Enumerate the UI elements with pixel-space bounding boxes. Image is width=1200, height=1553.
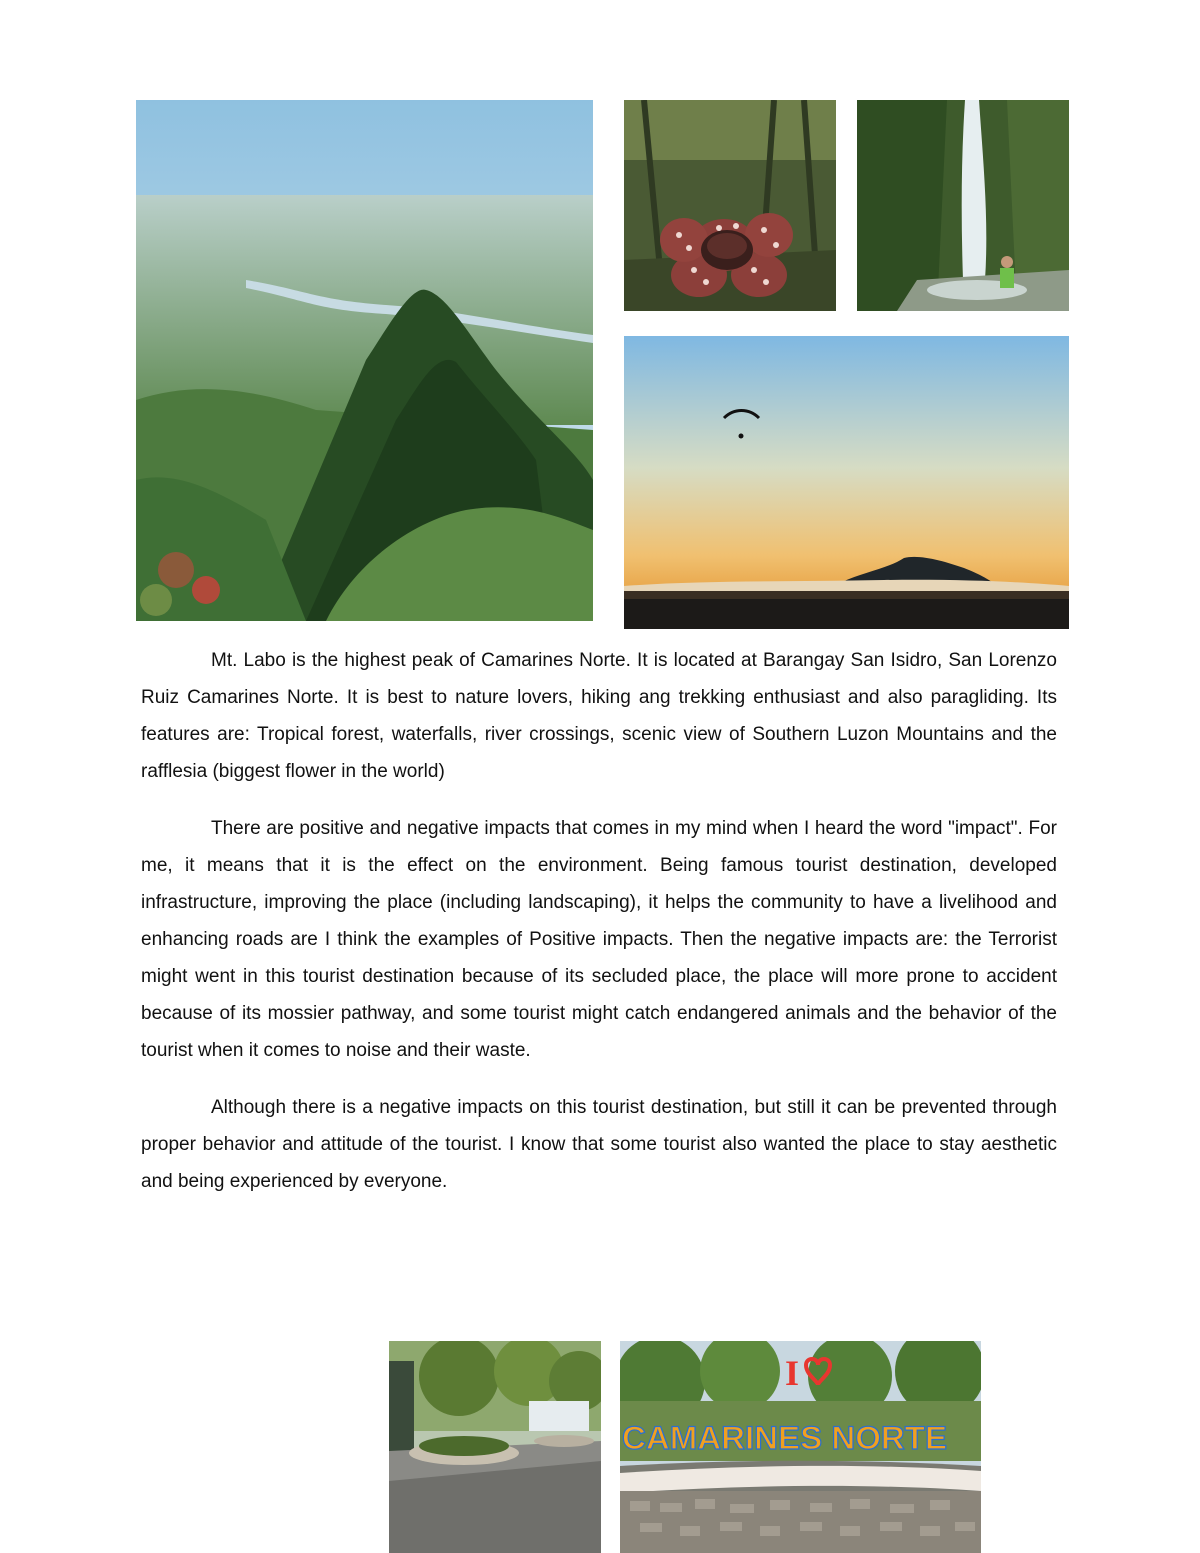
sign-i-letter: I [785, 1353, 800, 1393]
waterfall-image [857, 100, 1069, 311]
camarines-norte-sign-image [620, 1341, 981, 1553]
paragraph-conclusion: Although there is a negative impacts on this tourist destination, but still it can be prevented through proper behavior and attitude of the tourist. I know that some tourist also wanted the place to stay aesthetic and being experienced by everyone. [141, 1097, 1057, 1192]
rafflesia-image [624, 100, 836, 311]
park-image [389, 1341, 601, 1553]
body-text [141, 642, 1057, 1220]
paragliding-image [624, 336, 1069, 629]
paragraph-intro: Mt. Labo is the highest peak of Camarines Norte. It is located at Barangay San Isidro, San Lorenzo Ruiz Camarines Norte. It is best to nature lovers, hiking ang trekking enthusiast and also paragliding. Its features are: Tropical forest, waterfalls, river crossings, scenic view of Southern Luzon Mountains and the rafflesia (biggest flower in the world) [141, 650, 1057, 782]
paragraph-impacts: There are positive and negative impacts that comes in my mind when I heard the word "impact". For me, it means that it is the effect on the environment. Being famous tourist destination, developed infrastructure, improving the place (including landscaping), it helps the community to have a livelihood and enhancing roads are I think the examples of Positive impacts. Then the negative impacts are: the Terrorist might went in this tourist destination because of its secluded place, the place will more prone to accident because of its mossier pathway, and some tourist might catch endangered animals and the behavior of the tourist when it comes to noise and their waste. [141, 818, 1057, 1061]
sign-main-text: CAMARINES NORTE [622, 1420, 947, 1456]
mountain-peak-image [136, 100, 593, 621]
